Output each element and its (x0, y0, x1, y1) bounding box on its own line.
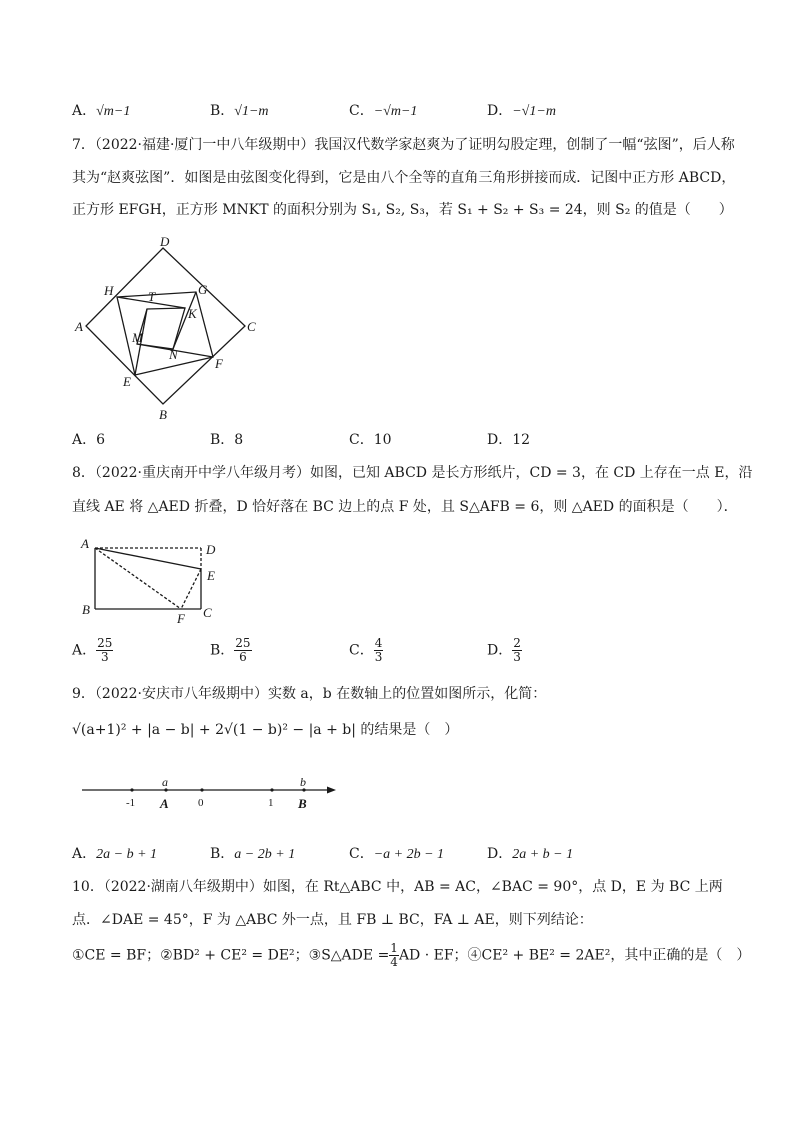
q6-option-c[interactable]: C．−√m−1 (349, 103, 418, 119)
q9-tick-label-minus1: -1 (126, 797, 136, 809)
q9-axis-arrow-icon (327, 787, 336, 794)
q7-option-b[interactable]: B．8 (210, 432, 244, 448)
q9-option-c[interactable]: C．−a + 2b − 1 (349, 846, 445, 862)
q9-tick-label-0: 0 (198, 797, 204, 809)
q7-label-m: M (132, 330, 143, 345)
q9-tick-minus1 (130, 788, 133, 791)
q8-label-d: D (206, 542, 216, 557)
q9-label-a-lower: a (162, 775, 168, 789)
q7-label-e: E (123, 374, 131, 389)
q9-number-line (78, 772, 342, 812)
q8-option-a[interactable]: A． $\frac{25}{3}$ (72, 636, 113, 664)
q8-label-c: C (203, 605, 212, 620)
q8-label-a: A (81, 536, 89, 551)
q7-text-line2: 其为“赵爽弦图”．如图是由弦图变化得到，它是由八个全等的直角三角形拼接而成．记图中正方形 ABCD， (72, 170, 736, 186)
q9-label-b-lower: b (300, 775, 306, 789)
q7-label-h: H (104, 283, 114, 298)
q8-text-line1: 8．（2022·重庆南开中学八年级月考）如图，已知 ABCD 是长方形纸片，CD = 3，在 CD 上存在一点 E，沿 (72, 465, 753, 481)
q8-label-e: E (207, 568, 215, 583)
q10-text-line2: 点．∠DAE = 45°，F 为 △ABC 外一点，且 FB ⊥ BC，FA ⊥ AE，则下列结论： (72, 912, 593, 928)
q8-label-b: B (82, 602, 90, 617)
q6-option-a[interactable]: A．√m−1 (72, 103, 131, 119)
q7-text-line3: 正方形 EFGH，正方形 MNKT 的面积分别为 S₁, S₂, S₃，若 S₁ + S₂ + S₃ = 24，则 S₂ 的值是（ ） (72, 202, 733, 218)
fraction: $\frac{2}{3}$ (513, 636, 521, 664)
fraction: $\frac{4}{3}$ (374, 636, 383, 664)
q7-option-c[interactable]: C．10 (349, 432, 392, 448)
q9-tick-1 (270, 788, 273, 791)
q10-text-line1: 10．（2022·湖南八年级期中）如图，在 Rt△ABC 中，AB = AC，∠BAC = 90°，点 D，E 为 BC 上两 (72, 879, 723, 895)
q7-option-a[interactable]: A．6 (72, 432, 106, 448)
q9-option-d[interactable]: D．2a + b − 1 (487, 846, 574, 862)
q7-text-line1: 7．（2022·福建·厦门一中八年级期中）我国汉代数学家赵爽为了证明勾股定理，创制了一幅“弦图”，后人称 (72, 137, 735, 153)
q9-text-line1: 9．（2022·安庆市八年级期中）实数 a，b 在数轴上的位置如图所示，化简： (72, 686, 547, 702)
q7-label-a: A (75, 319, 83, 334)
q7-label-c: C (247, 319, 256, 334)
q10-text-line3: ①CE = BF；②BD² + CE² = DE²；③S△ADE = $\frac{1}{4}$ AD · EF；④CE² + BE² = 2AE²，其中正确的是（ ） (72, 941, 751, 969)
q9-text-line2: √(a+1)² + |a − b| + 2√(1 − b)² − |a + b| 的结果是（ ） (72, 722, 459, 738)
q6-option-b[interactable]: B．√1−m (210, 103, 269, 119)
q7-figure (68, 228, 268, 428)
q7-option-d[interactable]: D．12 (487, 432, 531, 448)
q7-label-k: K (188, 306, 197, 321)
q8-option-b[interactable]: B． $\frac{25}{6}$ (210, 636, 251, 664)
q8-figure (75, 532, 235, 628)
q8-label-f: F (177, 611, 185, 626)
q7-label-g: G (198, 282, 208, 297)
q9-option-b[interactable]: B．a − 2b + 1 (210, 846, 296, 862)
q7-label-n: N (169, 347, 178, 362)
q7-label-f: F (215, 356, 223, 371)
q7-square-abcd (86, 248, 245, 404)
q8-text-line2: 直线 AE 将 △AED 折叠，D 恰好落在 BC 边上的点 F 处，且 S△AFB = 6，则 △AED 的面积是（ ）． (72, 499, 738, 515)
fraction-one-quarter: $\frac{1}{4}$ (390, 941, 398, 969)
fraction: $\frac{25}{3}$ (97, 636, 113, 664)
q9-tick-label-1: 1 (268, 797, 274, 809)
q7-label-d: D (160, 234, 170, 249)
q6-option-d[interactable]: D．−√1−m (487, 103, 556, 119)
q8-option-d[interactable]: D． $\frac{2}{3}$ (487, 636, 521, 664)
q7-label-t: T (148, 289, 156, 304)
q8-dashed-ef (181, 569, 201, 609)
q8-option-c[interactable]: C． $\frac{4}{3}$ (349, 636, 383, 664)
q7-square-mnkt (137, 308, 185, 349)
q9-tick-0 (200, 788, 203, 791)
q9-option-a[interactable]: A．2a − b + 1 (72, 846, 158, 862)
q9-label-b-upper: B (298, 796, 307, 811)
q8-fold-ae (95, 548, 201, 569)
q7-label-b: B (159, 407, 167, 422)
q9-label-a-upper: A (160, 796, 169, 811)
fraction: $\frac{25}{6}$ (235, 636, 251, 664)
